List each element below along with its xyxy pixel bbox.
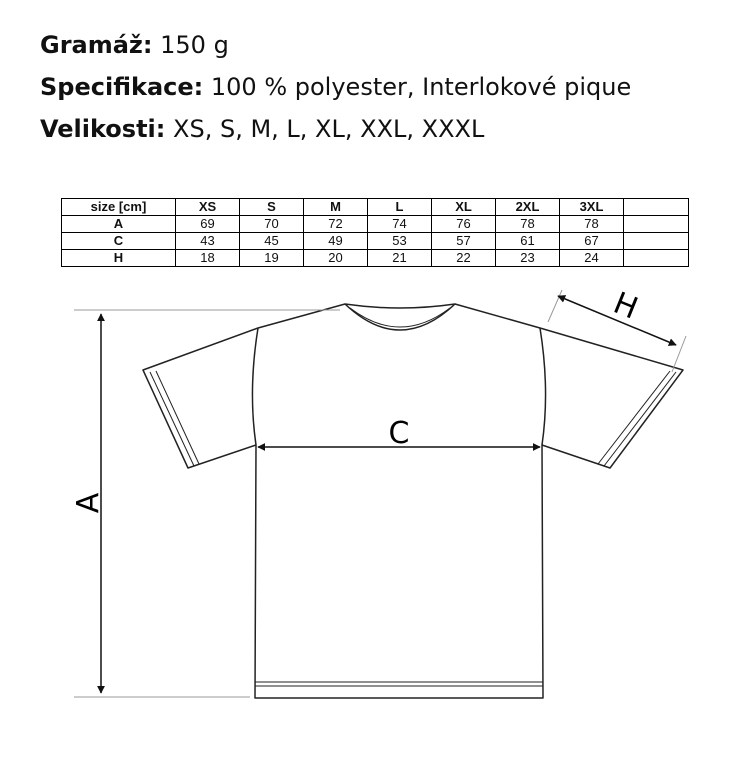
table-row [62,250,689,267]
right-sleeve-hem [604,372,676,466]
table-cell: 23 [496,250,560,267]
size-table-header [62,199,689,216]
collar-inner [350,308,450,327]
tshirt-outline [143,304,683,698]
table-cell: 67 [560,233,624,250]
sizes-line [40,108,631,150]
header-cell: L [368,199,432,216]
table-cell [624,233,689,250]
right-sleeve-hem-2 [598,371,670,464]
table-row [62,216,689,233]
header-cell: S [240,199,304,216]
label-c: C [388,416,410,451]
header-cell: M [304,199,368,216]
weight-label: Gramáž: [40,31,153,59]
table-cell: 49 [304,233,368,250]
table-cell: 72 [304,216,368,233]
specification-line [40,66,631,108]
weight-line [40,24,631,66]
table-cell: 70 [240,216,304,233]
measure-a [71,310,340,697]
table-cell: 57 [432,233,496,250]
specification-value: 100 % polyester, Interlokové pique [210,73,632,101]
tshirt-diagram [0,280,750,710]
table-cell: 74 [368,216,432,233]
size-table [61,198,689,267]
row-label: A [62,216,176,233]
label-a: A [71,492,106,514]
table-cell: 45 [240,233,304,250]
header-cell [624,199,689,216]
left-sleeve-hem [150,372,194,466]
right-armhole [540,328,546,445]
table-cell: 24 [560,250,624,267]
left-armhole [252,328,258,445]
table-cell: 22 [432,250,496,267]
weight-value: 150 g [160,31,229,59]
header-cell: 3XL [560,199,624,216]
table-cell: 76 [432,216,496,233]
table-cell: 78 [560,216,624,233]
header-cell: XS [176,199,240,216]
row-label: H [62,250,176,267]
table-cell: 53 [368,233,432,250]
left-sleeve-hem-2 [156,371,199,464]
measure-h [548,286,686,372]
sizes-label: Velikosti: [40,115,166,143]
sizes-value: XS, S, M, L, XL, XXL, XXXL [173,115,485,143]
table-cell [624,216,689,233]
header-cell: size [cm] [62,199,176,216]
table-cell: 69 [176,216,240,233]
table-cell: 78 [496,216,560,233]
table-cell: 18 [176,250,240,267]
measure-c [258,416,540,451]
label-h: H [608,285,643,327]
table-cell: 19 [240,250,304,267]
product-specs [40,24,631,150]
table-cell: 61 [496,233,560,250]
header-cell: 2XL [496,199,560,216]
table-cell: 20 [304,250,368,267]
table-cell: 43 [176,233,240,250]
table-cell [624,250,689,267]
shirt-body [143,304,683,698]
row-label: C [62,233,176,250]
header-cell: XL [432,199,496,216]
specification-label: Specifikace: [40,73,204,101]
table-row [62,233,689,250]
table-cell: 21 [368,250,432,267]
